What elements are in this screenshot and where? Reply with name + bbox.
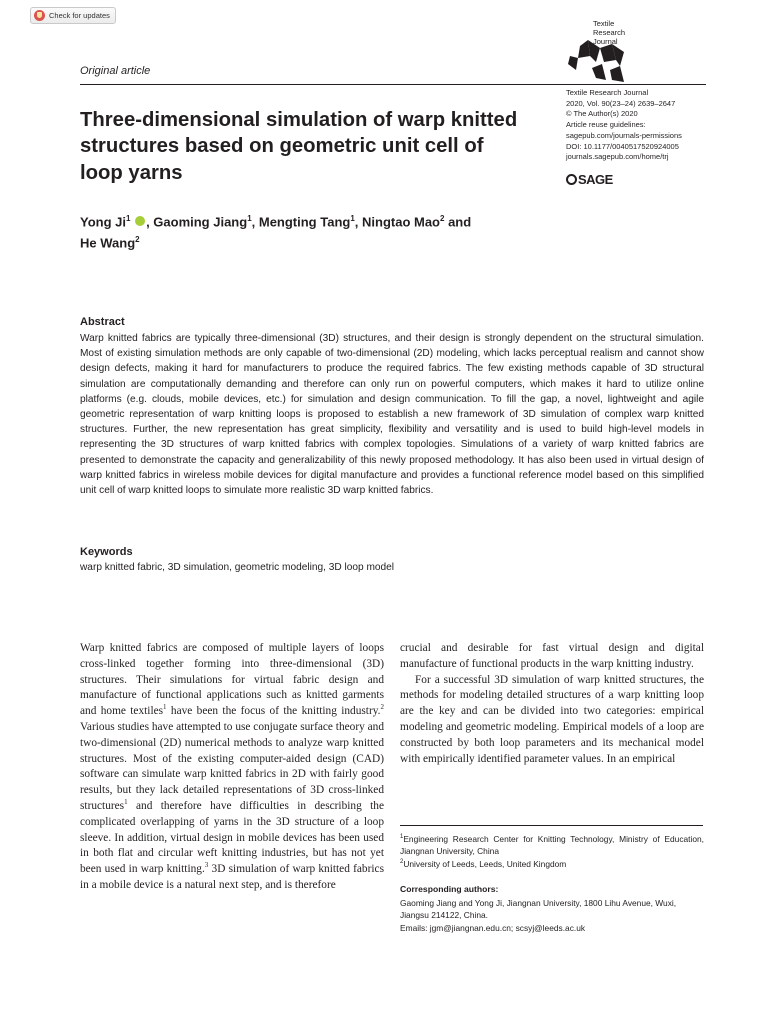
corresponding-address: Gaoming Jiang and Yong Ji, Jiangnan University, 1800 Lihu Avenue, Wuxi, Jiangsu 214122, China.	[400, 898, 677, 921]
affiliations	[400, 833, 704, 870]
body-text: and therefore have difficulties in describing the complicated overlapping of yarns in the 3D structure of a loop sleeve. In addition, virtual design in mobile devices has been used in both flat and circular weft knitting industries, but has not yet been used in warp knitting.	[80, 799, 384, 876]
body-text: Various studies have attempted to use conjugate surface theory and two-dimensional (2D) numerical methods to analyze warp knitted structures. Most of the existing computer-aided design (CAD) software can simulate warp knitted fabrics in 2D with fairly good results, but they lack detailed representations of 3D cross-linked structures	[80, 720, 384, 812]
publisher-logo	[566, 172, 613, 187]
citation-link[interactable]: 2	[380, 703, 384, 712]
footnote-rule	[400, 825, 703, 826]
keywords-heading: Keywords	[80, 546, 133, 558]
citation-link[interactable]: 1	[163, 703, 167, 712]
affiliation	[400, 858, 704, 870]
body-paragraph: crucial and desirable for fast virtual design and digital manufacture of functional products in the warp knitting industry.	[400, 642, 704, 670]
abstract-body: Warp knitted fabrics are typically three-dimensional (3D) structures, and their design is strongly dependent on the structural simulation. Most of existing simulation methods are only capable of two-dimensional (2D) modeling, which lacks perceptual realism and cannot show design defects, making it hard for manufacturers to produce the required fabrics. The few existing methods capable of 3D structural simulation are computationally demanding and therefore can only run on powerful computers, which makes it hard to utilize online platforms (e.g. clouds, mobile devices, etc.) for simulation and design communication. To fill the gap, a novel, lightweight and agile geometric representation of warp knitting loops is proposed to establish a new framework of 3D simulation of complex warp knitted structures. Further, the new representation has great simplicity, flexibility and versatility and is used to build high-level models in representing the 3D structures of warp knitted fabrics with complex topologies. Simulations of a variety of warp knitted fabrics are presented to demonstrate the capacity and generalizability of this newly proposed methodology. It has also been used in virtual design of warp knitted fabrics in wireless mobile devices for digital manufacture and provides a functional reference model based on this simplified unit cell of warp knitted loops to simulate more realistic 3D warp knitted fabrics.	[80, 333, 704, 497]
author-name: Yong Ji	[80, 214, 126, 230]
body-text: have been the focus of the knitting industry.	[166, 705, 381, 718]
affiliation-marker: 1	[350, 214, 355, 223]
corresponding-details	[400, 897, 704, 934]
journal-home-link[interactable]: journals.sagepub.com/home/trj	[566, 152, 669, 162]
check-for-updates-label: Check for updates	[49, 11, 110, 20]
body-paragraph	[80, 641, 384, 894]
check-for-updates-button[interactable]	[30, 7, 116, 24]
affiliation-marker: 2	[440, 214, 445, 223]
affiliation-marker: 2	[135, 235, 140, 245]
affiliation-marker: 2	[400, 859, 404, 866]
sage-icon	[566, 174, 577, 185]
meta-line: Textile Research Journal	[566, 88, 649, 97]
meta-line: 2020, Vol. 90(23–24) 2639–2647	[566, 98, 676, 108]
article-type: Original article	[80, 65, 151, 77]
meta-line: Article reuse guidelines:	[566, 120, 646, 130]
author-list	[80, 210, 560, 253]
body-text: 3D simulation of warp knitted fabrics in a mobile device is a natural next step, and is therefore	[80, 863, 384, 891]
affiliation	[400, 833, 704, 858]
orcid-icon[interactable]	[135, 216, 145, 226]
author-name: , Gaoming Jiang	[146, 214, 248, 230]
affiliation-marker: 1	[247, 214, 252, 223]
affiliation-marker: 1	[400, 834, 404, 841]
citation-link[interactable]: 1	[124, 798, 128, 807]
meta-line: © The Author(s) 2020	[566, 109, 638, 119]
author-name: , Ningtao Mao	[354, 214, 440, 230]
logo-line: Journal	[593, 37, 618, 46]
author-name: He Wang	[80, 235, 136, 251]
citation-link[interactable]: 3	[204, 861, 209, 870]
journal-logo-text	[593, 19, 625, 46]
logo-line: Research	[593, 28, 626, 37]
crossmark-icon	[34, 10, 45, 21]
affiliation-marker: 1	[125, 214, 131, 223]
corresponding-emails[interactable]: Emails: jgm@jiangnan.edu.cn; scsyj@leeds.ac.uk	[400, 922, 586, 933]
publisher-name: SAGE	[578, 172, 613, 187]
abstract-heading: Abstract	[80, 316, 125, 328]
article-title: Three-dimensional simulation of warp knitted structures based on geometric unit cell of loop yarns	[80, 109, 518, 184]
doi-link[interactable]: DOI: 10.1177/0040517520924005	[566, 141, 679, 151]
author-name: , Mengting Tang	[251, 214, 351, 230]
author-conjunction: and	[444, 214, 472, 230]
body-column-right	[400, 641, 704, 767]
logo-line: Textile	[593, 19, 615, 28]
journal-metadata	[566, 88, 682, 163]
corresponding-heading: Corresponding authors:	[400, 884, 499, 894]
keywords-body: warp knitted fabric, 3D simulation, geometric modeling, 3D loop model	[80, 562, 395, 573]
body-text: Warp knitted fabrics are composed of multiple layers of loops cross-linked together forming into three-dimensional (3D) structures. Their simulations for virtual fabric design and manufacture of functional applications such as knitted garments and home textiles	[80, 642, 384, 718]
body-column-left	[80, 641, 384, 894]
meta-link[interactable]: sagepub.com/journals-permissions	[566, 130, 682, 140]
affiliation-text: University of Leeds, Leeds, United Kingdom	[403, 858, 567, 869]
header-rule	[80, 84, 706, 85]
affiliation-text: Engineering Research Center for Knitting Technology, Ministry of Education, Jiangnan University, China	[400, 834, 704, 857]
body-paragraph: For a successful 3D simulation of warp knitted structures, the methods for modeling detailed structures of a warp knitting loop are the key and can be divided into two categories: empirical modeling and geometric modeling. Empirical models of a loop are constructed by both loop parameters and its mechanical model with empirically identified parameter values. In an empirical	[400, 673, 704, 765]
